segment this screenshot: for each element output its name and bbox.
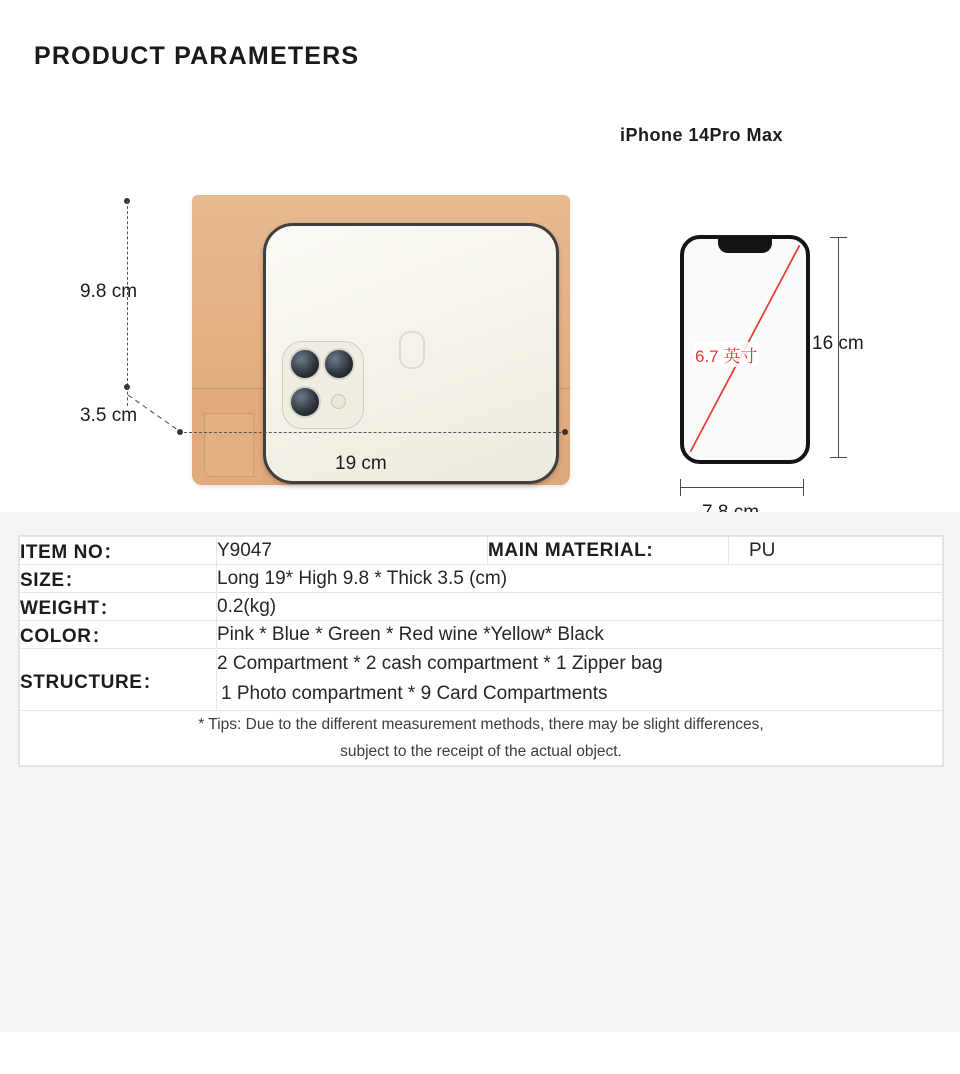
tips-line-1: * Tips: Due to the different measurement methods, there may be slight differences,	[198, 715, 764, 733]
value-item-no: Y9047	[217, 537, 488, 565]
dim-line-length	[184, 432, 566, 433]
label-item-no: ITEM NO：	[20, 537, 217, 565]
wallet-illustration	[178, 185, 573, 490]
camera-module-icon	[282, 341, 364, 429]
table-row	[20, 593, 943, 621]
camera-lens-icon	[289, 348, 321, 380]
camera-flash-icon	[331, 394, 346, 409]
iphone-height-label: 16 cm	[812, 333, 864, 354]
table-row	[20, 565, 943, 593]
wallet-length-label: 19 cm	[335, 453, 387, 474]
table-row	[20, 649, 943, 711]
label-weight: WEIGHT：	[20, 593, 217, 621]
camera-lens-icon	[289, 386, 321, 418]
table-row	[20, 621, 943, 649]
dim-point-right	[562, 429, 568, 435]
product-diagram	[0, 95, 960, 510]
parameters-section	[0, 512, 960, 1032]
dim-point-left	[177, 429, 183, 435]
screen-size-label: 6.7 英寸	[693, 342, 759, 367]
tips-line-2: subject to the receipt of the actual object.	[340, 742, 622, 760]
label-size: SIZE：	[20, 565, 217, 593]
value-main-material: PU	[729, 537, 943, 565]
label-main-material: MAIN MATERIAL:	[488, 537, 729, 565]
label-color: COLOR：	[20, 621, 217, 649]
iphone-illustration	[640, 150, 900, 480]
parameters-table-wrapper	[18, 535, 944, 767]
wallet-thickness-label: 3.5 cm	[80, 405, 138, 426]
iphone-width-tick-left	[680, 479, 681, 496]
value-size: Long 19* High 9.8 * Thick 3.5 (cm)	[217, 565, 943, 593]
value-structure	[217, 649, 943, 711]
value-color: Pink * Blue * Green * Red wine *Yellow* Black	[217, 621, 943, 649]
iphone-model-title: iPhone 14Pro Max	[620, 125, 784, 145]
wallet-flap-detail	[204, 413, 254, 477]
parameters-table	[19, 536, 943, 766]
table-row-tips	[20, 710, 943, 765]
camera-lens-icon	[323, 348, 355, 380]
iphone-height-tick-top	[830, 237, 847, 238]
iphone-width-tick-right	[803, 479, 804, 496]
iphone-height-tick-bottom	[830, 457, 847, 458]
page-title: PRODUCT PARAMETERS	[34, 42, 360, 70]
structure-line-1: 2 Compartment * 2 cash compartment * 1 Zipper bag	[217, 653, 663, 674]
tips-note	[20, 710, 943, 765]
iphone-width-dim-line	[680, 487, 804, 488]
label-structure: STRUCTURE：	[20, 649, 217, 711]
value-weight: 0.2(kg)	[217, 593, 943, 621]
structure-line-2: 1 Photo compartment * 9 Card Compartments	[221, 683, 608, 705]
table-row	[20, 537, 943, 565]
dim-diagonal-thickness	[120, 387, 200, 447]
phone-back-illustration	[263, 223, 559, 484]
phone-logo-icon	[399, 331, 425, 369]
wallet-height-label: 9.8 cm	[80, 281, 138, 302]
